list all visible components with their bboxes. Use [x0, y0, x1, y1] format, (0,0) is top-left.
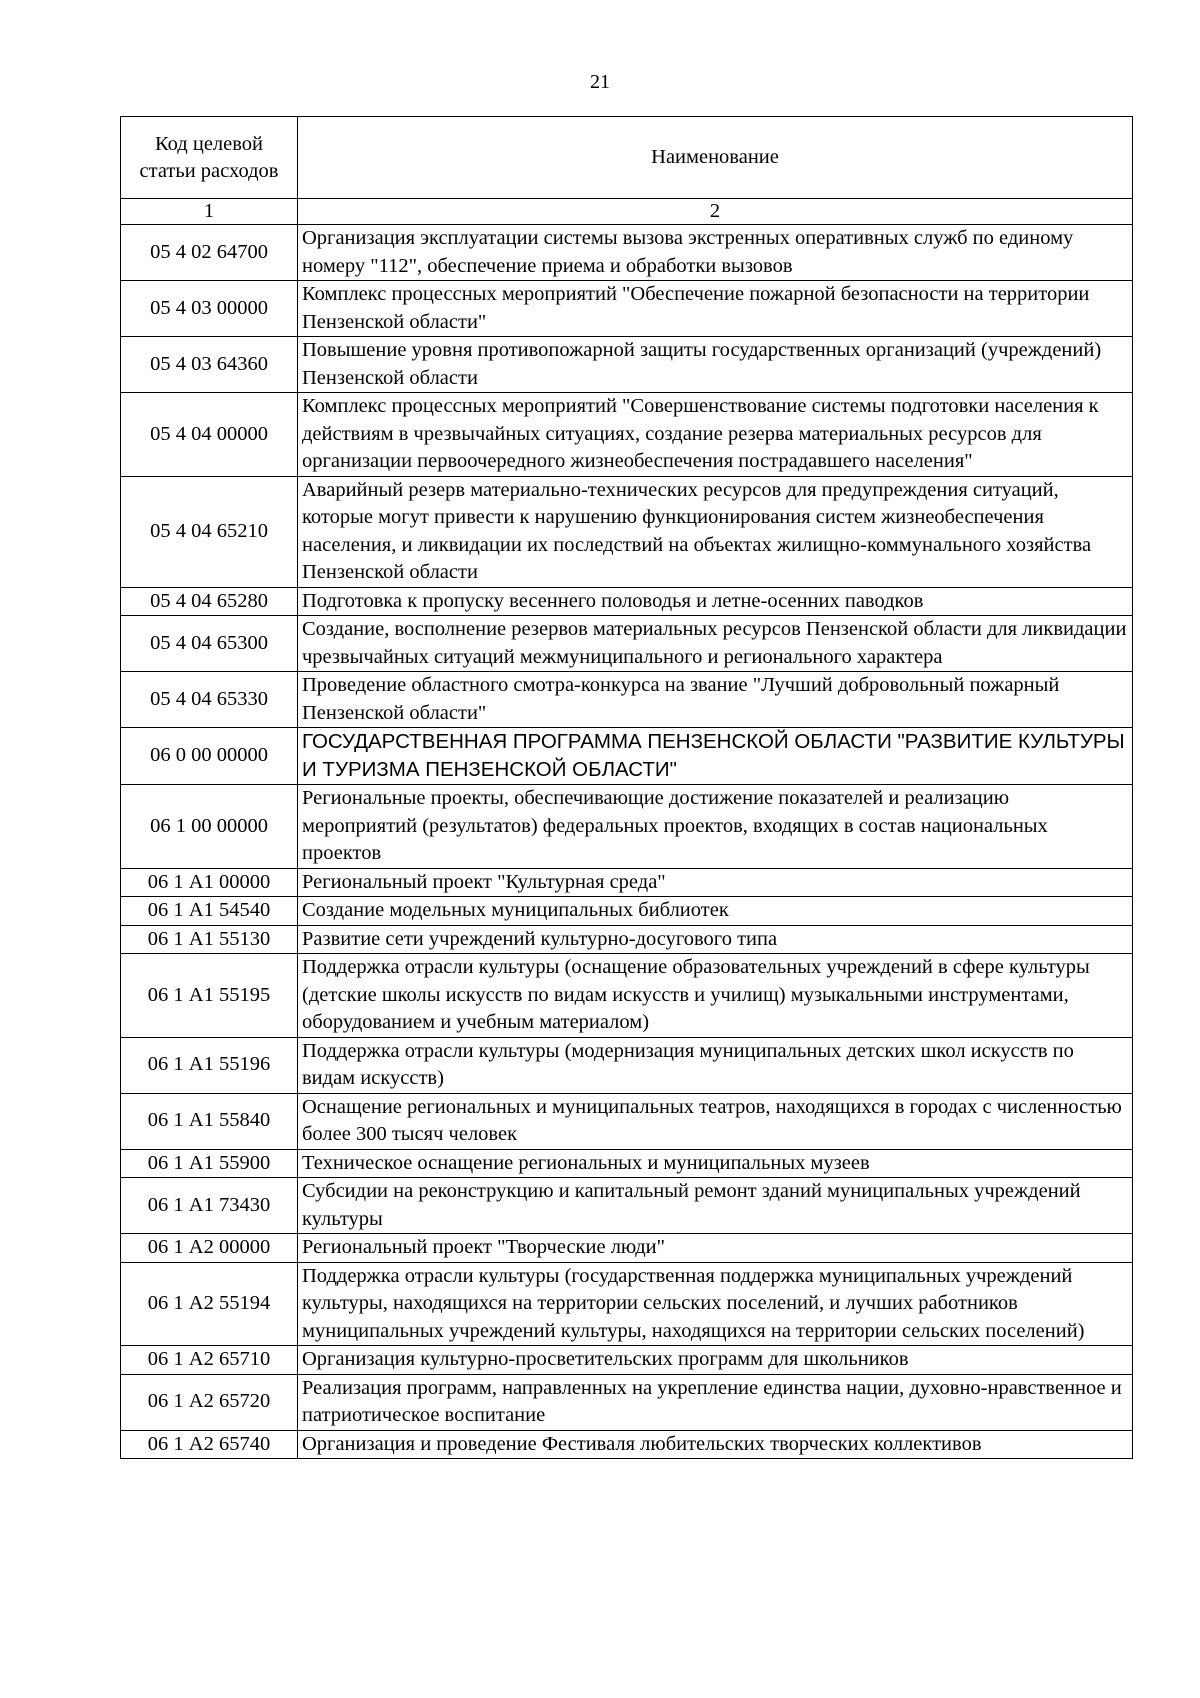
row-name: Субсидии на реконструкцию и капитальный ремонт зданий муниципальных учреждений культуры — [298, 1178, 1133, 1234]
table-row — [121, 393, 1133, 477]
header-code-column: Код целевой статьи расходов — [121, 117, 298, 199]
table-row — [121, 587, 1133, 616]
table-row — [121, 925, 1133, 954]
table-row — [121, 1149, 1133, 1178]
table-row — [121, 476, 1133, 587]
row-code: 05 4 04 65210 — [121, 476, 298, 587]
row-code: 06 1 А1 55130 — [121, 925, 298, 954]
row-code: 06 1 А2 65710 — [121, 1346, 298, 1375]
header-name-column: Наименование — [298, 117, 1133, 199]
row-code: 06 1 А1 00000 — [121, 868, 298, 897]
table-row — [121, 1234, 1133, 1263]
row-code: 06 1 00 00000 — [121, 785, 298, 869]
row-name: Комплекс процессных мероприятий "Обеспечение пожарной безопасности на территории Пензенской области" — [298, 281, 1133, 337]
row-name: Поддержка отрасли культуры (оснащение образовательных учреждений в сфере культуры (детские школы искусств по видам искусств и училищ) музыкальными инструментами, оборудованием и учебным материалом) — [298, 954, 1133, 1038]
row-code: 06 1 А2 65720 — [121, 1374, 298, 1430]
column-number-2: 2 — [298, 199, 1133, 225]
row-code: 06 1 А1 55840 — [121, 1093, 298, 1149]
page-number: 21 — [590, 71, 610, 93]
table-row — [121, 1374, 1133, 1430]
row-code: 05 4 03 64360 — [121, 337, 298, 393]
row-code: 06 1 А1 73430 — [121, 1178, 298, 1234]
table-row — [121, 1093, 1133, 1149]
row-name: Подготовка к пропуску весеннего половодья и летне-осенних паводков — [298, 587, 1133, 616]
table-row — [121, 337, 1133, 393]
row-name: Поддержка отрасли культуры (государственная поддержка муниципальных учреждений культуры, находящихся на территории сельских поселений, и лучших работников муниципальных учреждений культуры, находящихся на территории сельских поселений) — [298, 1262, 1133, 1346]
table-row — [121, 225, 1133, 281]
table-row — [121, 785, 1133, 869]
table-row — [121, 1262, 1133, 1346]
row-name: ГОСУДАРСТВЕННАЯ ПРОГРАММА ПЕНЗЕНСКОЙ ОБЛАСТИ "РАЗВИТИЕ КУЛЬТУРЫ И ТУРИЗМА ПЕНЗЕНСКОЙ ОБЛАСТИ" — [298, 728, 1133, 785]
column-number-row — [121, 199, 1133, 225]
row-code: 06 1 А2 65740 — [121, 1430, 298, 1459]
row-code: 06 0 00 00000 — [121, 728, 298, 785]
table-row — [121, 1037, 1133, 1093]
table-row — [121, 281, 1133, 337]
row-name: Создание, восполнение резервов материальных ресурсов Пензенской области для ликвидации чрезвычайных ситуаций межмуниципального и регионального характера — [298, 616, 1133, 672]
row-code: 06 1 А1 54540 — [121, 897, 298, 926]
row-name: Организация культурно-просветительских программ для школьников — [298, 1346, 1133, 1375]
row-name: Комплекс процессных мероприятий "Совершенствование системы подготовки населения к действиям в чрезвычайных ситуациях, создание резерва материальных ресурсов для организации первоочередного жизнеобеспечения пострадавшего населения" — [298, 393, 1133, 477]
row-name: Оснащение региональных и муниципальных театров, находящихся в городах с численностью более 300 тысяч человек — [298, 1093, 1133, 1149]
row-code: 05 4 02 64700 — [121, 225, 298, 281]
row-code: 06 1 А1 55196 — [121, 1037, 298, 1093]
row-name: Организация эксплуатации системы вызова экстренных оперативных служб по единому номеру "112", обеспечение приема и обработки вызовов — [298, 225, 1133, 281]
row-code: 05 4 04 65300 — [121, 616, 298, 672]
row-name: Региональный проект "Культурная среда" — [298, 868, 1133, 897]
row-name: Организация и проведение Фестиваля любительских творческих коллективов — [298, 1430, 1133, 1459]
column-number-1: 1 — [121, 199, 298, 225]
row-code: 06 1 А2 55194 — [121, 1262, 298, 1346]
row-name: Аварийный резерв материально-технических ресурсов для предупреждения ситуаций, которые могут привести к нарушению функционирования систем жизнеобеспечения населения, и ликвидации их последствий на объектах жилищно-коммунального хозяйства Пензенской области — [298, 476, 1133, 587]
row-code: 06 1 А1 55195 — [121, 954, 298, 1038]
row-code: 05 4 04 65330 — [121, 672, 298, 728]
table-row — [121, 616, 1133, 672]
table-row — [121, 672, 1133, 728]
table-row — [121, 1346, 1133, 1375]
row-code: 05 4 03 00000 — [121, 281, 298, 337]
row-name: Региональные проекты, обеспечивающие достижение показателей и реализацию мероприятий (результатов) федеральных проектов, входящих в состав национальных проектов — [298, 785, 1133, 869]
table-row — [121, 897, 1133, 926]
row-name: Техническое оснащение региональных и муниципальных музеев — [298, 1149, 1133, 1178]
row-name: Проведение областного смотра-конкурса на звание "Лучший добровольный пожарный Пензенской области" — [298, 672, 1133, 728]
row-code: 06 1 А2 00000 — [121, 1234, 298, 1263]
row-name: Повышение уровня противопожарной защиты государственных организаций (учреждений) Пензенской области — [298, 337, 1133, 393]
row-code: 05 4 04 65280 — [121, 587, 298, 616]
budget-classification-table — [120, 116, 1133, 1459]
table-row — [121, 1430, 1133, 1459]
table-header-row — [121, 117, 1133, 199]
table-row — [121, 1178, 1133, 1234]
table-row — [121, 954, 1133, 1038]
row-name: Реализация программ, направленных на укрепление единства нации, духовно-нравственное и патриотическое воспитание — [298, 1374, 1133, 1430]
table-row — [121, 868, 1133, 897]
row-name: Региональный проект "Творческие люди" — [298, 1234, 1133, 1263]
row-name: Поддержка отрасли культуры (модернизация муниципальных детских школ искусств по видам искусств) — [298, 1037, 1133, 1093]
row-name: Развитие сети учреждений культурно-досугового типа — [298, 925, 1133, 954]
table-row-program — [121, 728, 1133, 785]
row-name: Создание модельных муниципальных библиотек — [298, 897, 1133, 926]
row-code: 06 1 А1 55900 — [121, 1149, 298, 1178]
row-code: 05 4 04 00000 — [121, 393, 298, 477]
